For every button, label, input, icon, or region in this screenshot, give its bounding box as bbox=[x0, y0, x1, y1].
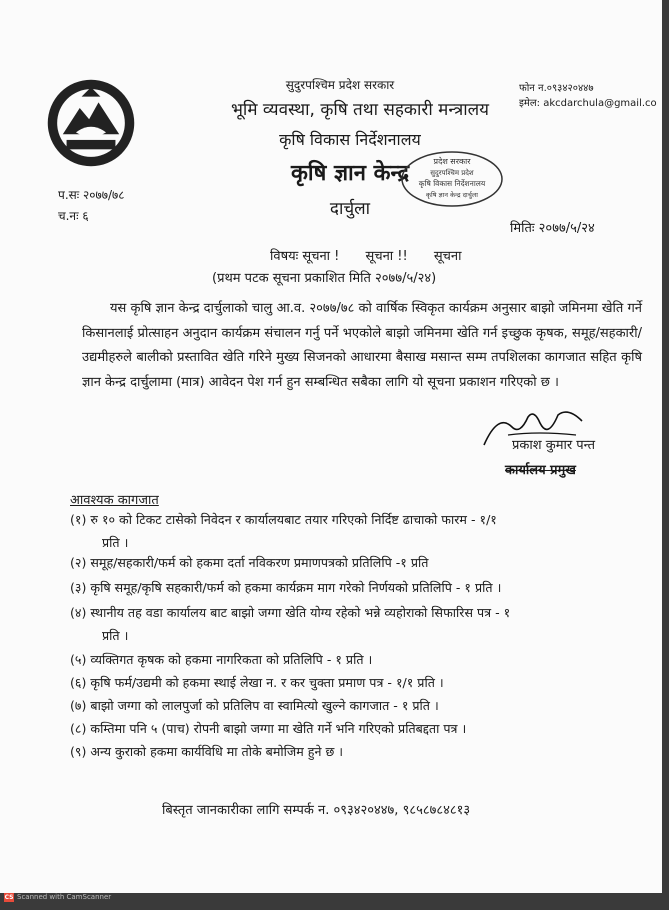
requirement-index: (६) bbox=[70, 675, 87, 690]
scanner-text: Scanned with CamScanner bbox=[17, 893, 112, 901]
requirement-item bbox=[70, 576, 645, 599]
office-name: कृषि ज्ञान केन्द्र bbox=[290, 161, 409, 186]
requirement-index: (२) bbox=[70, 555, 87, 570]
nepal-emblem-icon bbox=[44, 76, 138, 170]
requirements-title: आवश्यक कागजात bbox=[70, 493, 159, 508]
requirement-item bbox=[70, 671, 645, 694]
requirement-item bbox=[70, 648, 645, 671]
office-stamp bbox=[400, 150, 504, 208]
requirement-item bbox=[70, 740, 645, 763]
subject-line bbox=[270, 246, 484, 264]
requirement-text: कृषि फर्म/उद्यमी को हकमा स्थाई लेखा न. र कर चुक्ता प्रमाण पत्र - १/१ प्रति । bbox=[90, 675, 444, 690]
requirement-index: (४) bbox=[70, 605, 87, 620]
email-address: इमेल: akcdarchula@gmail.co bbox=[519, 98, 657, 109]
signer-name: प्रकाश कुमार पन्त bbox=[512, 438, 596, 453]
camscanner-logo-icon: CS bbox=[4, 894, 14, 901]
requirement-text: व्यक्तिगत कृषक को हकमा नागरिकता को प्रतिलिपि - १ प्रति । bbox=[90, 652, 373, 667]
requirement-text: अन्य कुराको हकमा कार्यविधि मा तोके बमोजिम हुने छ । bbox=[90, 744, 344, 759]
requirement-index: (१) bbox=[70, 512, 87, 527]
reference-number: प.सः २०७७/७८ bbox=[58, 188, 125, 202]
requirement-item bbox=[70, 694, 645, 717]
requirement-text: समूह/सहकारी/फर्म को हकमा दर्ता नविकरण प्रमाणपत्रको प्रतिलिपि -१ प्रति bbox=[90, 555, 429, 570]
district-name: दार्चुला bbox=[329, 199, 371, 219]
stamp-line: कृषि विकास निर्देशनालय bbox=[418, 179, 486, 188]
requirement-item bbox=[70, 551, 645, 574]
scanner-watermark bbox=[4, 893, 111, 902]
notice-date: मितिः २०७७/५/२४ bbox=[510, 221, 595, 236]
requirement-text: रु १० को टिकट टासेको निवेदन र कार्यालयबाट तयार गरिएको निर्दिष्ट ढाचाको फारम - १/१ bbox=[90, 512, 497, 527]
notice-body: यस कृषि ज्ञान केन्द्र दार्चुलाको चालु आ.व. २०७७/७८ को वार्षिक स्विकृत कार्यक्रम अनुसार बाझो जमिनमा खेति गर्ने किसानलाई प्रोत्साहन अनुदान कार्यक्रम संचालन गर्नु पर्ने भएकोले बाझो जमिनमा खेति गर्न इच्छुक कृषक, समूह/सहकारी/उद्यमीहरुले बालीको प्रस्तावित खेति गरिने मुख्य सिजनको आधारमा बैसाख मसान्त सम्म तपशिलका कागजात सहित कृषि ज्ञान केन्द्र दार्चुलामा (मात्र) आवेदन पेश गर्न हुन सम्बन्धित सबैका लागि यो सूचना प्रकाशन गरिएको छ । bbox=[82, 301, 642, 390]
requirement-item bbox=[70, 717, 645, 740]
requirement-text: कृषि समूह/कृषि सहकारी/फर्म को हकमा कार्यक्रम माग गरेको निर्णयको प्रतिलिपि - १ प्रति । bbox=[90, 580, 502, 595]
phone-number: फोन न.०९३४२०४४७ bbox=[519, 83, 594, 94]
dispatch-number: च.नः ६ bbox=[58, 209, 89, 223]
directorate-name: कृषि विकास निर्देशनालय bbox=[279, 130, 421, 149]
signer-title: कार्यालय प्रमुख bbox=[505, 463, 576, 478]
publication-note: (प्रथम पटक सूचना प्रकाशित मिति २०७७/५/२४) bbox=[212, 271, 437, 286]
stamp-line: कृषि ज्ञान केन्द्र दार्चुला bbox=[426, 191, 478, 199]
requirement-continuation: प्रति । bbox=[102, 628, 129, 643]
requirement-text: स्थानीय तह वडा कार्यालय बाट बाझो जग्गा खेति योग्य रहेको भन्ने व्यहोराको सिफारिस पत्र - १ bbox=[90, 605, 511, 620]
ministry-name: भूमि व्यवस्था, कृषि तथा सहकारी मन्त्रालय bbox=[230, 100, 490, 120]
government-line: सुदुरपश्चिम प्रदेश सरकार bbox=[285, 78, 395, 92]
requirement-index: (५) bbox=[70, 652, 87, 667]
requirement-text: कम्तिमा पनि ५ (पाच) रोपनी बाझो जग्गा मा खेति गर्ने भनि गरिएको प्रतिबद्दता पत्र । bbox=[90, 721, 467, 736]
stamp-line: सुदुरपश्चिम प्रदेश bbox=[430, 169, 474, 177]
subject-part: सूचना !! bbox=[365, 249, 408, 264]
subject-part: सूचना bbox=[433, 249, 462, 264]
requirement-continuation: प्रति । bbox=[102, 535, 129, 550]
requirement-index: (७) bbox=[70, 698, 87, 713]
requirement-text: बाझो जग्गा को लालपुर्जा को प्रतिलिप वा स्वामित्यो खुल्ने कागजात - १ प्रति । bbox=[90, 698, 439, 713]
stamp-line: प्रदेश सरकार bbox=[433, 157, 471, 166]
requirement-index: (९) bbox=[70, 744, 87, 759]
requirement-index: (३) bbox=[70, 580, 87, 595]
requirement-item bbox=[70, 508, 645, 554]
requirement-item bbox=[70, 601, 645, 647]
subject-part: विषयः सूचना ! bbox=[270, 249, 340, 264]
contact-footer: बिस्तृत जानकारीका लागि सम्पर्क न. ०९३४२०४४७, ९८५८७८४८१३ bbox=[162, 803, 471, 818]
requirement-index: (८) bbox=[70, 721, 87, 736]
